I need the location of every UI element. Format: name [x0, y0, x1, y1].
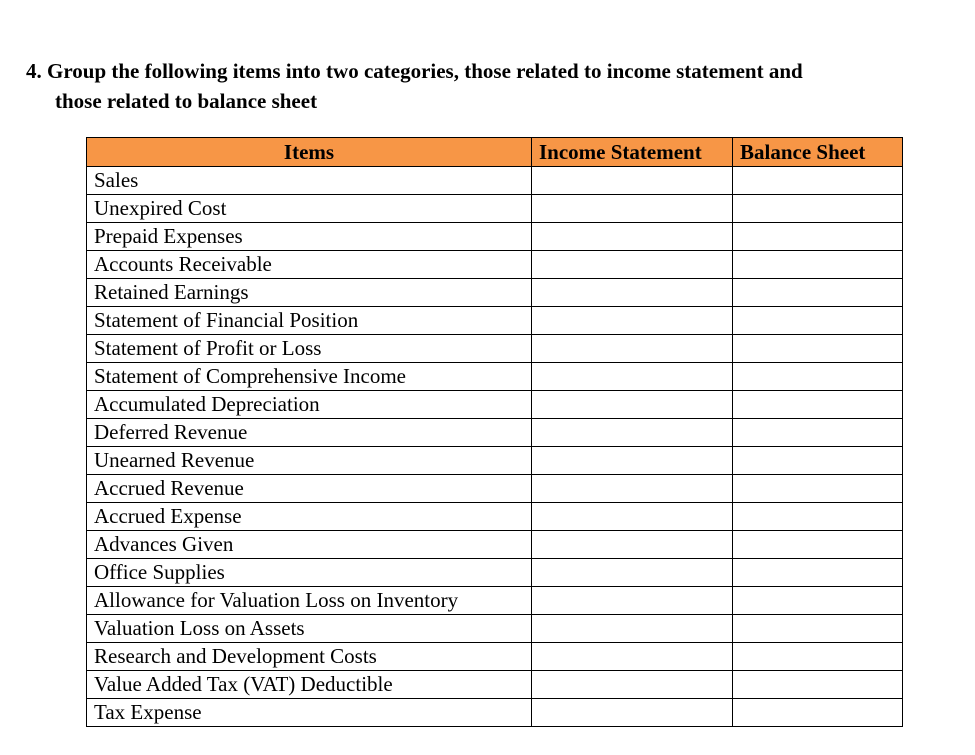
table-row	[87, 587, 903, 615]
table-row	[87, 363, 903, 391]
balance-sheet-cell[interactable]	[733, 447, 903, 475]
header-balance-sheet: Balance Sheet	[733, 138, 903, 167]
item-label: Unexpired Cost	[87, 195, 532, 223]
balance-sheet-cell[interactable]	[733, 587, 903, 615]
table-body	[87, 167, 903, 727]
item-label: Prepaid Expenses	[87, 223, 532, 251]
question-line-1: 4. Group the following items into two categories, those related to income statement and	[26, 59, 803, 83]
item-label: Value Added Tax (VAT) Deductible	[87, 671, 532, 699]
balance-sheet-cell[interactable]	[733, 475, 903, 503]
item-label: Statement of Profit or Loss	[87, 335, 532, 363]
item-label: Statement of Financial Position	[87, 307, 532, 335]
item-label: Unearned Revenue	[87, 447, 532, 475]
income-statement-cell[interactable]	[532, 699, 733, 727]
income-statement-cell[interactable]	[532, 307, 733, 335]
balance-sheet-cell[interactable]	[733, 223, 903, 251]
balance-sheet-cell[interactable]	[733, 615, 903, 643]
item-label: Research and Development Costs	[87, 643, 532, 671]
item-label: Retained Earnings	[87, 279, 532, 307]
income-statement-cell[interactable]	[532, 391, 733, 419]
balance-sheet-cell[interactable]	[733, 559, 903, 587]
income-statement-cell[interactable]	[532, 503, 733, 531]
classification-table	[86, 137, 903, 727]
balance-sheet-cell[interactable]	[733, 671, 903, 699]
income-statement-cell[interactable]	[532, 531, 733, 559]
question-text	[26, 56, 946, 116]
table-row	[87, 391, 903, 419]
income-statement-cell[interactable]	[532, 587, 733, 615]
balance-sheet-cell[interactable]	[733, 699, 903, 727]
table-row	[87, 223, 903, 251]
item-label: Valuation Loss on Assets	[87, 615, 532, 643]
income-statement-cell[interactable]	[532, 559, 733, 587]
item-label: Allowance for Valuation Loss on Inventory	[87, 587, 532, 615]
balance-sheet-cell[interactable]	[733, 307, 903, 335]
table-row	[87, 699, 903, 727]
item-label: Advances Given	[87, 531, 532, 559]
table-row	[87, 559, 903, 587]
balance-sheet-cell[interactable]	[733, 503, 903, 531]
balance-sheet-cell[interactable]	[733, 363, 903, 391]
table-row	[87, 195, 903, 223]
income-statement-cell[interactable]	[532, 447, 733, 475]
table-row	[87, 615, 903, 643]
balance-sheet-cell[interactable]	[733, 279, 903, 307]
income-statement-cell[interactable]	[532, 251, 733, 279]
balance-sheet-cell[interactable]	[733, 167, 903, 195]
income-statement-cell[interactable]	[532, 419, 733, 447]
income-statement-cell[interactable]	[532, 475, 733, 503]
table-row	[87, 251, 903, 279]
item-label: Accounts Receivable	[87, 251, 532, 279]
table-row	[87, 335, 903, 363]
balance-sheet-cell[interactable]	[733, 391, 903, 419]
table-row	[87, 419, 903, 447]
balance-sheet-cell[interactable]	[733, 251, 903, 279]
balance-sheet-cell[interactable]	[733, 335, 903, 363]
table-row	[87, 475, 903, 503]
table-header-row	[87, 138, 903, 167]
table-row	[87, 279, 903, 307]
income-statement-cell[interactable]	[532, 615, 733, 643]
balance-sheet-cell[interactable]	[733, 643, 903, 671]
item-label: Tax Expense	[87, 699, 532, 727]
table-row	[87, 167, 903, 195]
table-row	[87, 671, 903, 699]
table-row	[87, 643, 903, 671]
header-items: Items	[87, 138, 532, 167]
balance-sheet-cell[interactable]	[733, 195, 903, 223]
income-statement-cell[interactable]	[532, 223, 733, 251]
item-label: Office Supplies	[87, 559, 532, 587]
item-label: Accrued Expense	[87, 503, 532, 531]
table-row	[87, 447, 903, 475]
table-row	[87, 503, 903, 531]
table-row	[87, 307, 903, 335]
income-statement-cell[interactable]	[532, 195, 733, 223]
question-line-2: those related to balance sheet	[55, 89, 318, 113]
item-label: Deferred Revenue	[87, 419, 532, 447]
item-label: Accumulated Depreciation	[87, 391, 532, 419]
income-statement-cell[interactable]	[532, 335, 733, 363]
income-statement-cell[interactable]	[532, 279, 733, 307]
income-statement-cell[interactable]	[532, 363, 733, 391]
income-statement-cell[interactable]	[532, 643, 733, 671]
balance-sheet-cell[interactable]	[733, 419, 903, 447]
table-row	[87, 531, 903, 559]
header-income-statement: Income Statement	[532, 138, 733, 167]
balance-sheet-cell[interactable]	[733, 531, 903, 559]
income-statement-cell[interactable]	[532, 671, 733, 699]
item-label: Sales	[87, 167, 532, 195]
income-statement-cell[interactable]	[532, 167, 733, 195]
item-label: Accrued Revenue	[87, 475, 532, 503]
item-label: Statement of Comprehensive Income	[87, 363, 532, 391]
